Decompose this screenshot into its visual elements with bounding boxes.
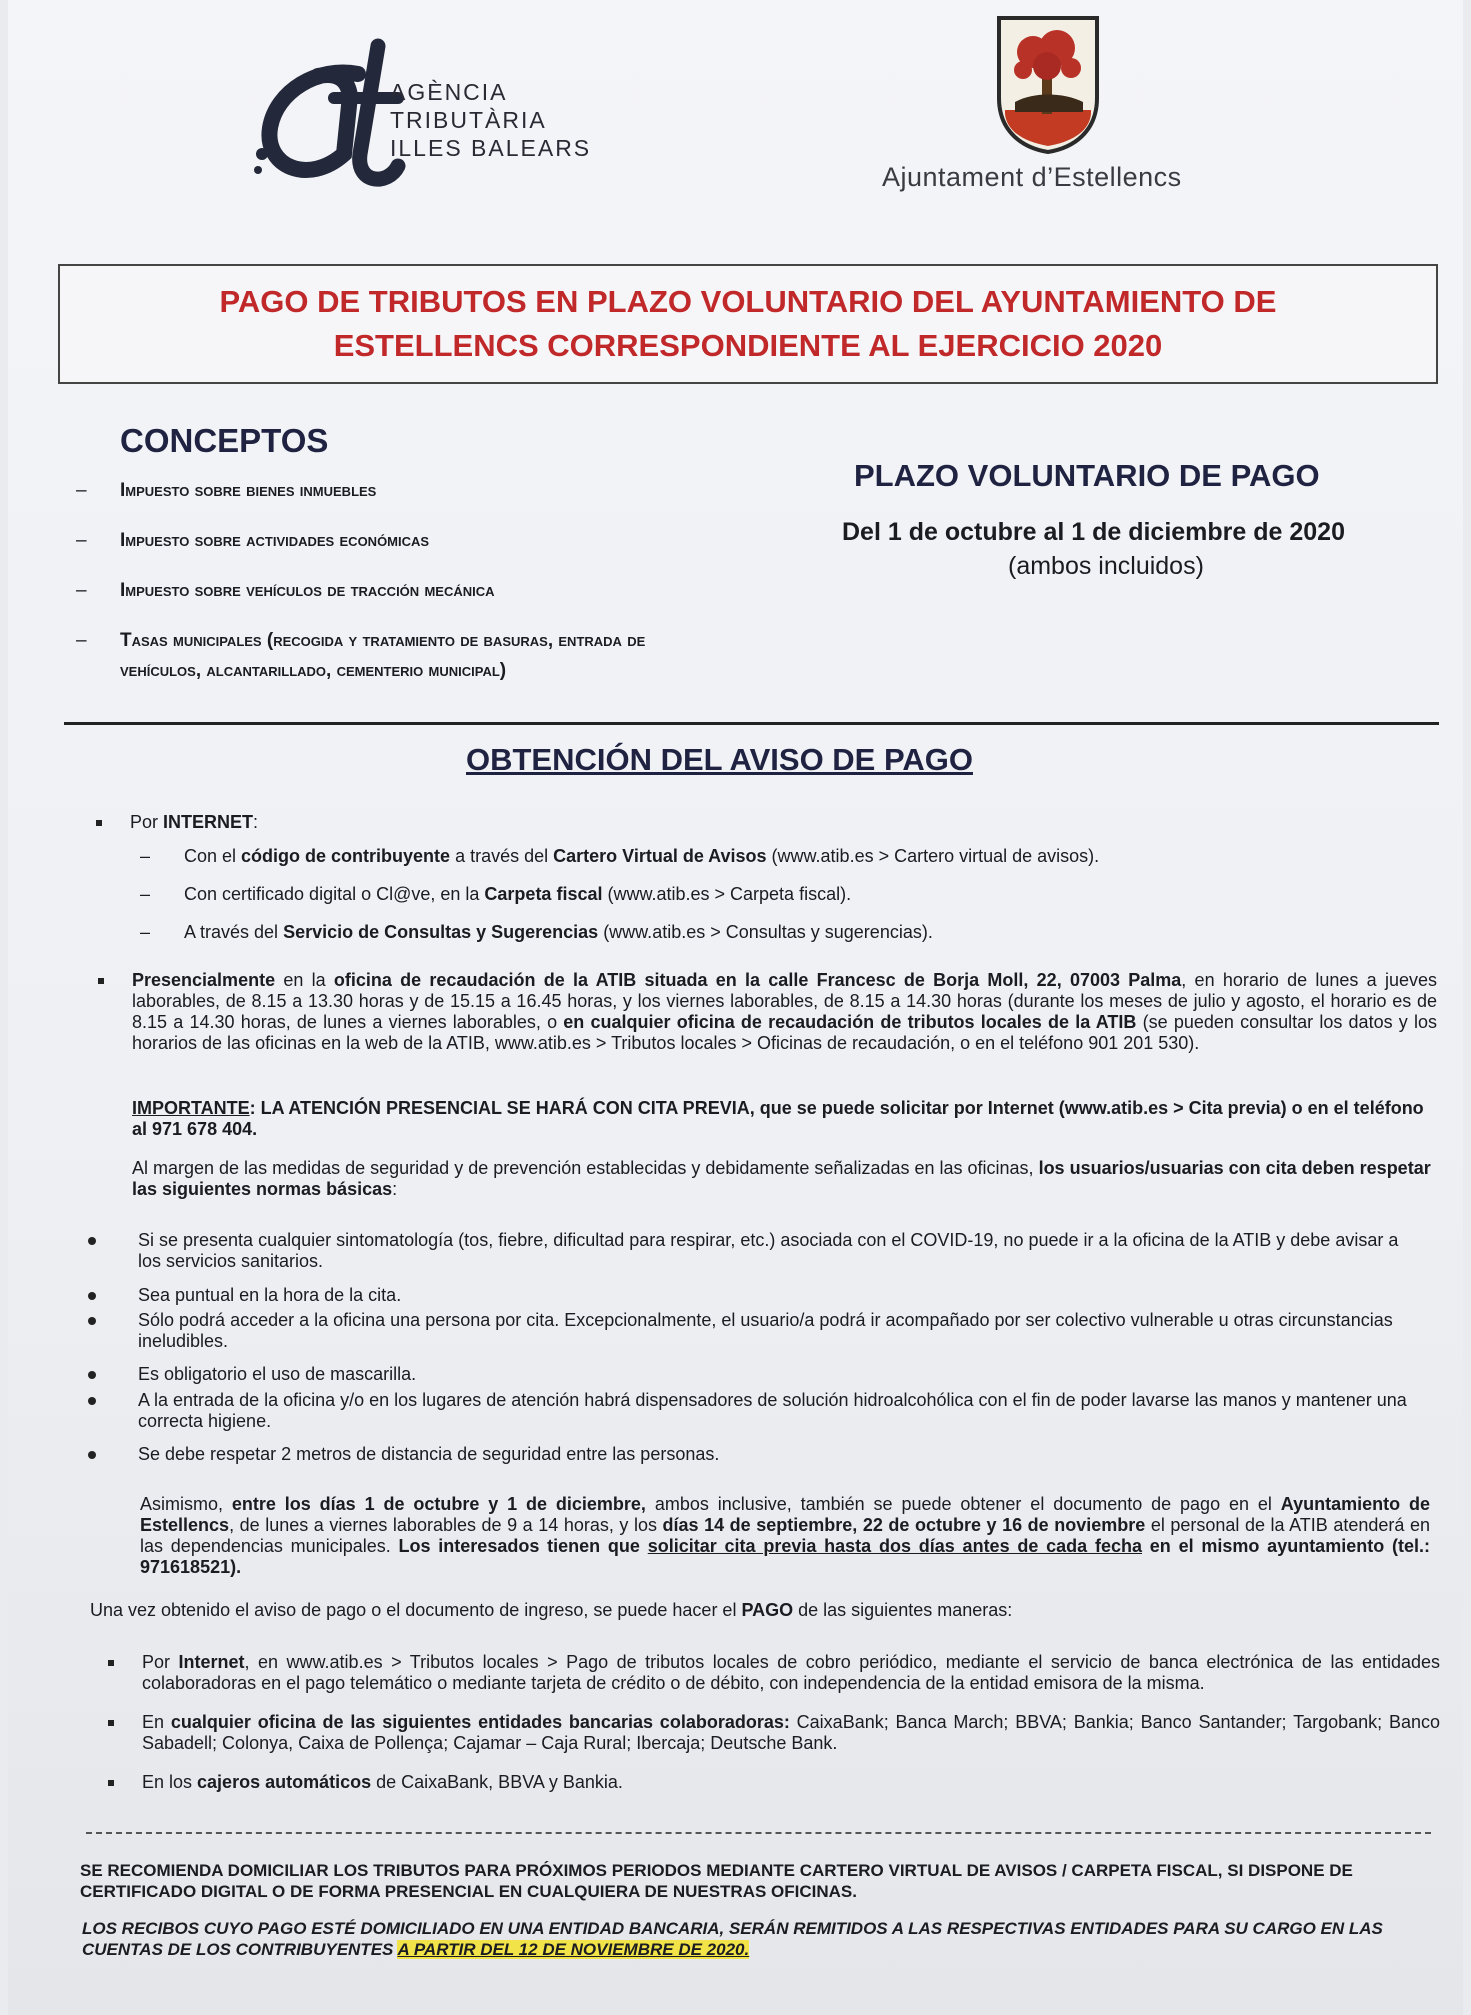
internet-bullet <box>130 812 258 833</box>
presencial-paragraph <box>132 970 1437 1054</box>
text-span: Asimismo, <box>140 1494 232 1514</box>
text-span: en la <box>275 970 334 990</box>
atib-logo-text <box>390 78 591 162</box>
norma-item: A la entrada de la oficina y/o en los lugares de atención habrá dispensadores de solución hidroalcohólica con el fin de poder lavarse las manos y mantener una correcta higiene. <box>138 1390 1407 1431</box>
pago-intro <box>90 1600 1430 1621</box>
atib-line-3: ILLES BALEARS <box>390 135 592 161</box>
margen-paragraph <box>132 1158 1437 1200</box>
text-span: , en horario de lunes a jueves laborables, de 8.15 a 13.30 horas y de 15.15 a 16.45 horas, y los viernes laborables, de 8.15 a 14.30 horas (durante los meses de julio y agosto, el horario es de 8.15 a 14.30 horas, de lunes a viernes laborables, o <box>132 970 1437 1032</box>
bold-span: Internet <box>178 1652 245 1672</box>
text-span: ambos inclusive, también se puede obtener el documento de pago en el <box>645 1494 1281 1514</box>
text-span: Con certificado digital o Cl@ve, en la <box>184 884 485 904</box>
bold-span: Los interesados tienen que <box>398 1536 648 1556</box>
text-span: (www.atib.es > Carpeta fiscal). <box>602 884 852 904</box>
importante-label: IMPORTANTE <box>132 1098 250 1118</box>
text-span: CaixaBank; Banca March; BBVA; Bankia; Banco Santander; Targobank; Banco Sabadell; Colonya, Caixa de Pollença; Cajamar – Caja Rural; Ibercaja; Deutsche Bank. <box>142 1712 1440 1753</box>
atib-line-2: TRIBUTÀRIA <box>390 107 547 133</box>
text-span: de CaixaBank, BBVA y Bankia. <box>371 1772 623 1792</box>
norma-item: Sólo podrá acceder a la oficina una persona por cita. Excepcionalmente, el usuario/a podrá ir acompañado por ser colectivo vulnerable u otras circunstancias ineludibles. <box>138 1310 1408 1352</box>
bold-span: entre los días 1 de octubre y 1 de diciembre, <box>231 1494 646 1514</box>
recibos-note <box>82 1918 1452 1960</box>
text-span: A través del <box>184 922 284 942</box>
section-divider <box>64 722 1439 725</box>
pago-item <box>142 1772 1440 1793</box>
text-span: Con el <box>184 846 242 866</box>
obtencion-heading: OBTENCIÓN DEL AVISO DE PAGO <box>466 742 973 777</box>
text-span: Una vez obtenido el aviso de pago o el documento de ingreso, se puede hacer el <box>90 1600 742 1620</box>
bold-span: días 14 de septiembre, 22 de octubre y 16 de noviembre <box>662 1515 1146 1535</box>
text-span: (www.atib.es > Cartero virtual de avisos). <box>766 846 1100 866</box>
norma-item: Se debe respetar 2 metros de distancia de seguridad entre las personas. <box>138 1444 1408 1465</box>
text-span: En <box>142 1712 171 1732</box>
title-line-2: ESTELLENCS CORRESPONDIENTE AL EJERCICIO 2020 <box>333 328 1163 363</box>
asimismo-paragraph <box>140 1494 1430 1578</box>
norma-item: Si se presenta cualquier sintomatología (tos, fiebre, dificultad para respirar, etc.) asociada con el COVID-19, no puede ir a la oficina de la ATIB y debe avisar a los servicios sanitarios. <box>138 1230 1408 1272</box>
conceptos-list <box>76 476 716 706</box>
plazo-dates: Del 1 de octubre al 1 de diciembre de 2020 <box>842 518 1345 546</box>
text-span: Por <box>142 1652 179 1672</box>
internet-item <box>184 884 851 905</box>
text-span: de las siguientes maneras: <box>793 1600 1013 1620</box>
bold-span: Cartero Virtual de Avisos <box>553 846 767 866</box>
bold-span: cualquier oficina de las siguientes entidades bancarias colaboradoras: <box>170 1712 790 1732</box>
internet-item <box>184 922 933 943</box>
bold-span: PAGO <box>741 1600 794 1620</box>
concepto-item: – Tasas municipales (recogida y tratamiento de basuras, entrada de vehículos, alcantarillado, cementerio municipal) <box>76 626 716 686</box>
text-span: el personal de la ATIB atenderá en las dependencias municipales. <box>140 1515 1430 1556</box>
document-page <box>8 0 1463 2015</box>
text-span: . <box>252 1119 258 1139</box>
title-line-1: PAGO DE TRIBUTOS EN PLAZO VOLUNTARIO DEL AYUNTAMIENTO DE <box>219 284 1277 319</box>
conceptos-heading: CONCEPTOS <box>120 422 329 459</box>
text-span: a través del <box>450 846 554 866</box>
dashed-separator <box>86 1832 1431 1834</box>
concepto-item: – Impuesto sobre bienes inmuebles <box>76 476 716 506</box>
text-span: : LA ATENCIÓN PRESENCIAL SE HARÁ CON CITA PREVIA, que se puede solicitar por Internet (www.atib.es > Cita previa) o en el teléfono al 971 678 404 <box>132 1098 1424 1139</box>
text-span: LOS RECIBOS CUYO PAGO ESTÉ DOMICILIADO EN UNA ENTIDAD BANCARIA, SERÁN REMITIDOS A LAS RESPECTIVAS ENTIDADES PARA SU CARGO EN LAS CUENTAS DE LOS CONTRIBUYENTES <box>82 1919 1383 1959</box>
text-span: (se pueden consultar los datos y los horarios de las oficinas en la web de la ATIB, www.atib.es > Tributos locales > Oficinas de recaudación, o en el teléfono 901 201 530). <box>132 1012 1437 1053</box>
bold-span: Presencialmente <box>132 970 276 990</box>
bold-span: en el mismo ayuntamiento (tel.: 971618521). <box>140 1536 1430 1577</box>
text-span: : <box>392 1179 398 1199</box>
importante-paragraph <box>132 1098 1437 1140</box>
title-box <box>58 264 1438 384</box>
bold-span: los usuarios/usuarias con cita deben respetar las siguientes normas básicas <box>132 1158 1431 1199</box>
text-span: En los <box>142 1772 198 1792</box>
plazo-note: (ambos incluidos) <box>1008 552 1204 580</box>
bold-span: INTERNET <box>163 812 254 832</box>
atib-line-1: AGÈNCIA <box>390 79 508 105</box>
text-span: , en www.atib.es > Tributos locales > Pago de tributos locales de cobro periódico, mediante el servicio de banca electrónica de las entidades colaboradoras en el pago telemático o mediante tarjeta de crédito o de débito, con independencia de la entidad emisora de la misma. <box>142 1652 1441 1693</box>
underlined-span: solicitar cita previa hasta dos días antes de cada fecha <box>647 1536 1142 1556</box>
bold-span: oficina de recaudación de la ATIB situada en la calle Francesc de Borja Moll, 22, 07003 Palma <box>333 970 1182 990</box>
concepto-item: – Impuesto sobre vehículos de tracción mecánica <box>76 576 716 606</box>
norma-item: Sea puntual en la hora de la cita. <box>138 1285 1408 1306</box>
text-span: Al margen de las medidas de seguridad y de prevención establecidas y debidamente señalizadas en las oficinas, <box>132 1158 1039 1178</box>
pago-item <box>142 1652 1440 1694</box>
estellencs-crest <box>993 14 1103 154</box>
recomendacion-note: SE RECOMIENDA DOMICILIAR LOS TRIBUTOS PARA PRÓXIMOS PERIODOS MEDIANTE CARTERO VIRTUAL DE AVISOS / CARPETA FISCAL, SI DISPONE DE CERTIFICADO DIGITAL O DE FORMA PRESENCIAL EN CUALQUIERA DE NUESTRAS OFICINAS. <box>80 1861 1353 1901</box>
highlighted-date: A PARTIR DEL 12 DE NOVIEMBRE DE 2020. <box>397 1940 750 1959</box>
plazo-heading: PLAZO VOLUNTARIO DE PAGO <box>854 458 1320 493</box>
norma-item: Es obligatorio el uso de mascarilla. <box>138 1364 1408 1385</box>
bold-span: código de contribuyente <box>241 846 451 866</box>
text-span: Por <box>130 812 164 832</box>
pago-item <box>142 1712 1440 1754</box>
bold-span: Servicio de Consultas y Sugerencias <box>283 922 599 942</box>
bold-span: Ayuntamiento de Estellencs <box>140 1494 1430 1535</box>
ajuntament-name: Ajuntament d’Estellencs <box>882 162 1182 192</box>
bold-span: cajeros automáticos <box>197 1772 372 1792</box>
internet-item <box>184 846 1099 867</box>
concepto-item: – Impuesto sobre actividades económicas <box>76 526 716 556</box>
text-span: , de lunes a viernes laborables de 9 a 14 horas, y los <box>229 1515 663 1535</box>
bold-span: Carpeta fiscal <box>484 884 603 904</box>
bold-span: en cualquier oficina de recaudación de tributos locales de la ATIB <box>563 1012 1137 1032</box>
text-span: : <box>253 812 259 832</box>
text-span: (www.atib.es > Consultas y sugerencias). <box>598 922 933 942</box>
